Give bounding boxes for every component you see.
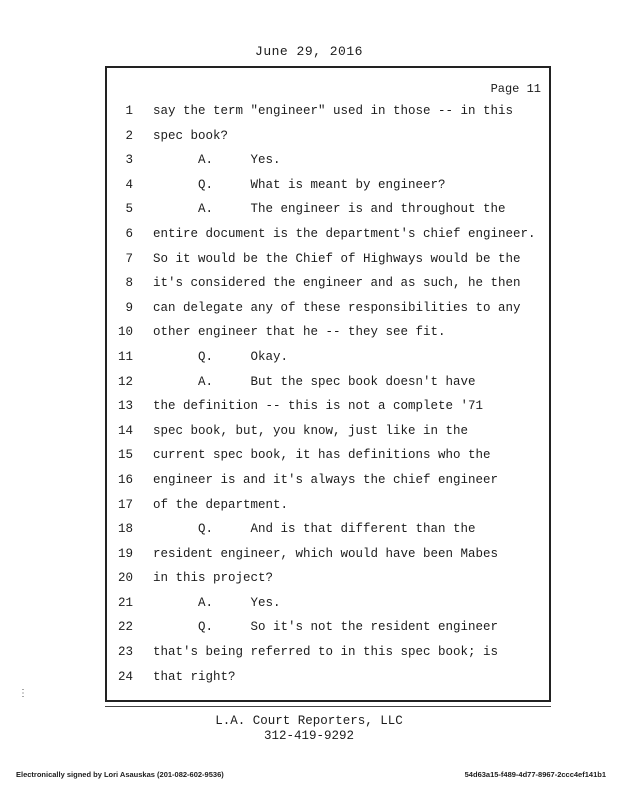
transcript-line: [107, 323, 549, 348]
line-number: 15: [117, 448, 133, 463]
transcript-line: [107, 299, 549, 324]
line-number: 16: [117, 472, 133, 487]
line-number: 14: [117, 423, 133, 438]
line-number: 9: [125, 300, 133, 315]
transcript-line: [107, 545, 549, 570]
line-text: A. The engineer is and throughout the: [153, 202, 506, 217]
line-text: that's being referred to in this spec book; is: [153, 645, 499, 660]
transcript-line: [107, 643, 549, 668]
line-number: 3: [125, 153, 133, 168]
transcript-line: [107, 127, 549, 152]
line-text: resident engineer, which would have been Mabes: [153, 546, 499, 561]
line-number: 20: [117, 571, 133, 586]
court-reporter-phone: 312-419-9292: [263, 729, 354, 743]
line-text: the definition -- this is not a complete '71: [153, 399, 484, 414]
document-id: 54d63a15-f489-4d77-8967-2ccc4ef141b1: [464, 770, 606, 779]
transcript-line: [107, 348, 549, 373]
transcript-line: [107, 569, 549, 594]
line-number: 2: [125, 128, 133, 143]
line-text: Q. And is that different than the: [153, 522, 476, 537]
line-text: it's considered the engineer and as such, he then: [153, 276, 521, 291]
transcript-line: [107, 200, 549, 225]
line-text: entire document is the department's chief engineer.: [153, 226, 536, 241]
line-text: Q. What is meant by engineer?: [153, 177, 446, 192]
electronic-signature-line: Electronically signed by Lori Asauskas (201-082-602-9536): [16, 770, 224, 779]
line-text: of the department.: [153, 497, 289, 512]
line-number: 18: [117, 522, 133, 537]
line-text: can delegate any of these responsibilities to any: [153, 300, 521, 315]
transcript-line: [107, 151, 549, 176]
line-text: So it would be the Chief of Highways would be the: [153, 251, 521, 266]
line-text: that right?: [153, 669, 236, 684]
line-number: 17: [117, 497, 133, 512]
transcript-line: [107, 102, 549, 127]
transcript-line: [107, 520, 549, 545]
transcript-line: [107, 422, 549, 447]
line-text: A. Yes.: [153, 153, 281, 168]
line-number: 1: [125, 104, 133, 118]
transcript-page-frame: [105, 66, 551, 702]
line-number: 7: [125, 251, 133, 266]
transcript-line: [107, 274, 549, 299]
line-number: 22: [117, 620, 133, 635]
margin-tick-icon: ⋮: [18, 689, 28, 700]
transcript-line: [107, 373, 549, 398]
transcript-line: [107, 471, 549, 496]
line-number: 10: [117, 325, 133, 340]
transcript-lines: [107, 102, 549, 692]
line-text: Q. So it's not the resident engineer: [153, 620, 499, 635]
transcript-date: June 29, 2016: [255, 44, 363, 59]
line-number: 19: [117, 546, 133, 561]
transcript-line: [107, 225, 549, 250]
court-reporter-company: L.A. Court Reporters, LLC: [215, 714, 403, 728]
line-text: current spec book, it has definitions who the: [153, 448, 491, 463]
page-number: Page 11: [490, 82, 541, 96]
transcript-line: [107, 176, 549, 201]
frame-bottom-divider: [105, 706, 551, 707]
line-text: spec book, but, you know, just like in the: [153, 423, 469, 438]
transcript-line: [107, 397, 549, 422]
line-number: 23: [117, 645, 133, 660]
transcript-line: [107, 446, 549, 471]
line-number: 6: [125, 226, 133, 241]
line-number: 21: [117, 595, 133, 610]
line-text: other engineer that he -- they see fit.: [153, 325, 446, 340]
transcript-line: [107, 594, 549, 619]
line-number: 12: [117, 374, 133, 389]
line-number: 11: [117, 349, 133, 364]
transcript-line: [107, 250, 549, 275]
line-text: say the term "engineer" used in those -- in this: [153, 104, 514, 118]
line-text: in this project?: [153, 571, 274, 586]
line-number: 4: [125, 177, 133, 192]
line-text: A. But the spec book doesn't have: [153, 374, 476, 389]
line-text: spec book?: [153, 128, 229, 143]
line-number: 13: [117, 399, 133, 414]
transcript-line: [107, 618, 549, 643]
line-text: Q. Okay.: [153, 349, 289, 364]
transcript-line: [107, 668, 549, 693]
transcript-line: [107, 496, 549, 521]
line-number: 8: [125, 276, 133, 291]
line-number: 5: [125, 202, 133, 217]
line-text: A. Yes.: [153, 595, 281, 610]
line-text: engineer is and it's always the chief engineer: [153, 472, 499, 487]
line-number: 24: [117, 669, 133, 684]
